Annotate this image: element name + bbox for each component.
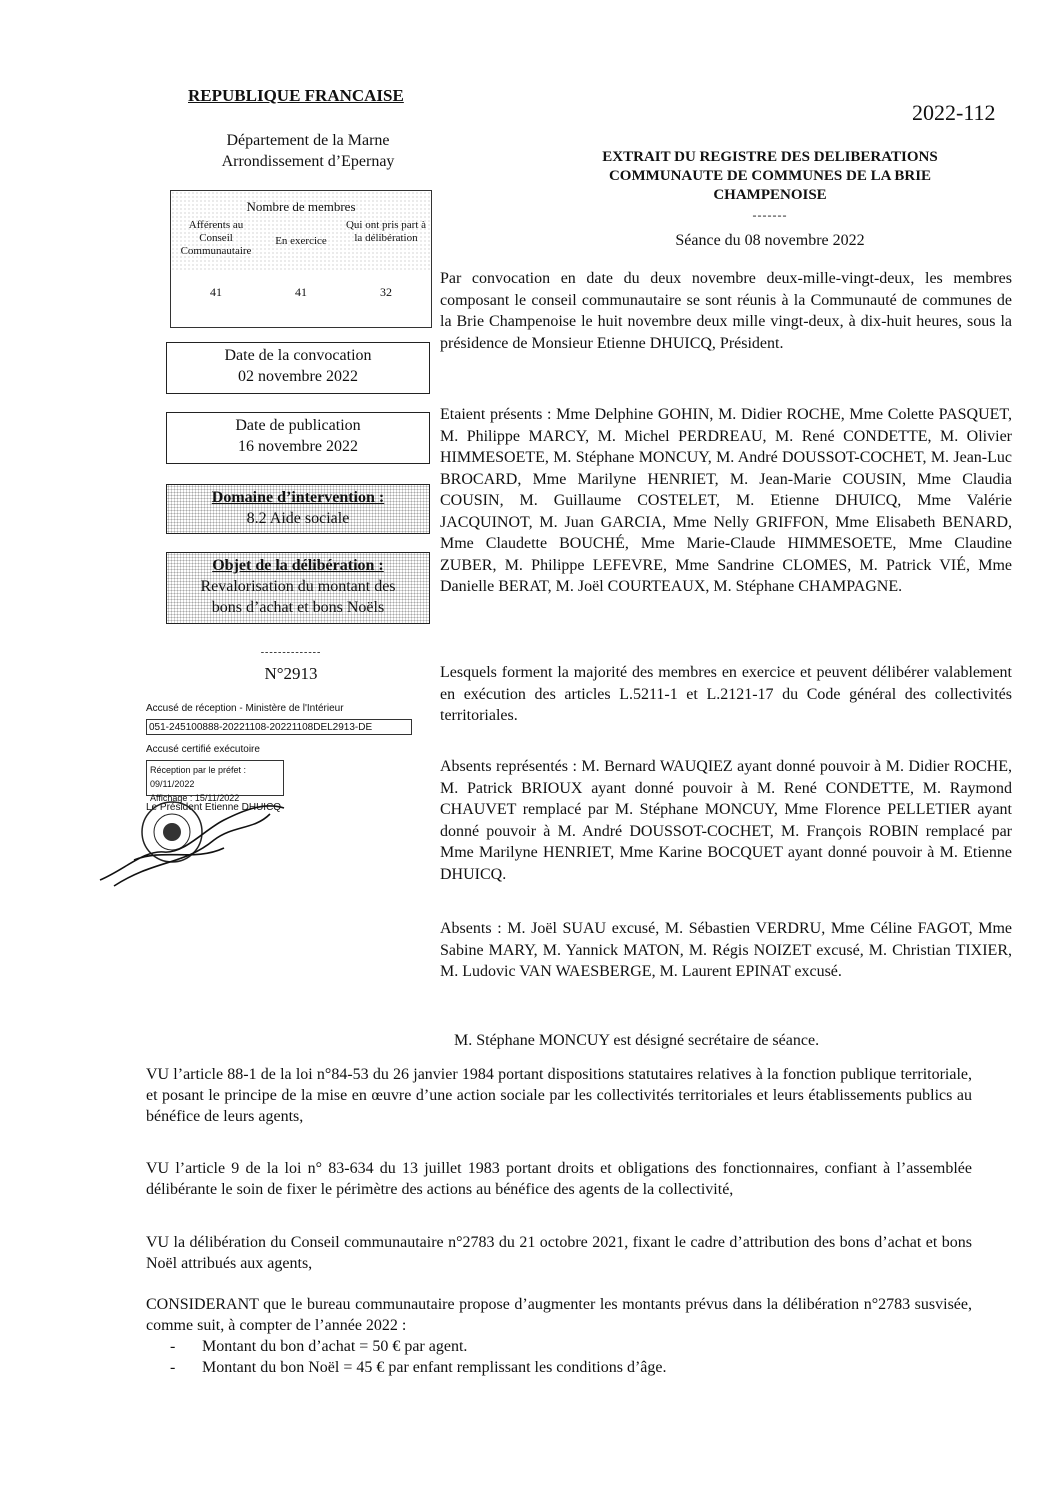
- publication-box: [166, 412, 430, 464]
- stamp-identifier: 051-245100888-20221108-20221108DEL2913-DE: [146, 719, 412, 735]
- seance-date: Séance du 08 novembre 2022: [675, 232, 865, 249]
- objet-line1: Revalorisation du montant des: [200, 578, 396, 595]
- deliberation-reference: 2022-112: [912, 100, 996, 125]
- publication-label: Date de publication: [235, 417, 361, 434]
- republique-title: REPUBLIQUE FRANCAISE: [188, 86, 404, 105]
- list-item-text: Montant du bon d’achat = 50 € par agent.: [202, 1338, 468, 1355]
- members-count-box: [170, 190, 432, 328]
- list-item: [170, 1336, 467, 1357]
- publication-date: 16 novembre 2022: [238, 438, 358, 455]
- stamp-president: Le Président Etienne DHUICQ: [146, 802, 282, 813]
- representes-paragraph: Absents représentés : M. Bernard WAUQIEZ ayant donné pouvoir à M. Didier ROCHE, M. Patrick BRIOUX ayant donné pouvoir à M. René CONDETTE, M. Raymond CHAUVET remplacé par M. Stéphane MONCUY, Mme Florence PELLETIER ayant donné pouvoir à M. André DOUSSOT-COCHET, M. François ROBIN remplacé par Mme Marilyne HENRIET, Mme Karine BOCQUET ayant donné pouvoir à M. Etienne DHUICQ.: [440, 758, 1012, 883]
- stamp-reception: Réception par le préfet : 09/11/2022: [150, 765, 247, 789]
- considerant-paragraph: CONSIDERANT que le bureau communautaire propose d’augmenter les montants prévus dans la délibération n°2783 susvisée, comme suit, à compter de l’année 2022 :: [146, 1296, 972, 1334]
- objet-label: Objet de la délibération :: [212, 557, 384, 574]
- stamp-affichage: Affichage : 15/11/2022: [150, 793, 240, 803]
- seal-emblem: [163, 823, 181, 841]
- list-bullet: -: [170, 1359, 176, 1376]
- vu-paragraph-1: VU l’article 88-1 de la loi n°84-53 du 26 janvier 1984 portant dispositions statutaires relatives à la fonction publique territoriale, et posant le principe de la mise en œuvre d’une action sociale par les collectivités territoriales et leurs établissements publics au bénéfice de leurs agents,: [146, 1066, 972, 1125]
- register-title-line1: EXTRAIT DU REGISTRE DES DELIBERATIONS: [602, 149, 938, 165]
- domaine-label: Domaine d’intervention :: [211, 489, 385, 506]
- domaine-box: [166, 484, 430, 534]
- convocation-label: Date de la convocation: [224, 347, 372, 364]
- list-item-text: Montant du bon Noël = 45 € par enfant remplissant les conditions d’âge.: [202, 1359, 667, 1376]
- convocation-box: [166, 342, 430, 394]
- numero-dashes: --------------: [260, 647, 322, 658]
- register-title: [520, 148, 1020, 205]
- stamp-certifie: Accusé certifié exécutoire: [146, 744, 260, 755]
- president-signature-seal: [94, 790, 324, 900]
- department-block: [196, 130, 420, 172]
- signature-stroke: [100, 806, 284, 886]
- department-name: Département de la Marne: [226, 132, 390, 149]
- domaine-value: 8.2 Aide sociale: [246, 510, 350, 527]
- arrondissement-name: Arrondissement d’Epernay: [221, 153, 395, 170]
- title-separator: -------: [752, 208, 788, 222]
- members-heading: Nombre de membres: [246, 199, 356, 214]
- register-title-line3: CHAMPENOISE: [713, 187, 827, 203]
- presents-paragraph: Etaient présents : Mme Delphine GOHIN, M. Didier ROCHE, Mme Colette PASQUET, M. Philippe MARCY, M. Michel PERDREAU, M. René CONDETTE, M. Olivier HIMMESOETE, M. Stéphane MONCUY, M. André DOUSSOT-COCHET, M. Jean-Luc BROCARD, Mme Marilyne HENRIET, M. Jean-Marie COUSIN, Mme Claudia COUSIN, M. Guillaume COSTELET, M. Etienne DHUICQ, Mme Valérie JACQUINOT, M. Juan GARCIA, Mme Nelly GRIFFON, Mme Elisabeth BENARD, Mme Claudette BOUCHÉ, Mme Marie-Claude HIMMESOETE, Mme Claudine ZUBER, M. Philippe LEFEVRE, Mme Sandrine CLOMES, M. Patrick VIÉ, Mme Danielle BERAT, M. Joël COURTEAUX, M. Stéphane CHAMPAGNE.: [440, 406, 1012, 595]
- objet-box: [166, 552, 430, 624]
- vu-paragraph-3: VU la délibération du Conseil communautaire n°2783 du 21 octobre 2021, fixant le cadre d’attribution des bons d’achat et bons Noël attribués aux agents,: [146, 1234, 972, 1272]
- exercice-value: 41: [258, 285, 344, 300]
- list-bullet: -: [170, 1338, 176, 1355]
- votants-label: Qui ont pris part à la délibération: [345, 219, 427, 244]
- afferents-label: Afférents au Conseil Communautaire: [180, 219, 252, 257]
- vu-paragraph-2: VU l’article 9 de la loi n° 83-634 du 13 juillet 1983 portant droits et obligations des fonctionnaires, confiant à l’assemblée délibérante le soin de fixer le périmètre des actions au bénéfice des agents de la collectivité,: [146, 1160, 972, 1198]
- afferents-value: 41: [173, 285, 259, 300]
- exercice-label: En exercice: [275, 235, 327, 247]
- votants-value: 32: [343, 285, 429, 300]
- deliberation-number: N°2913: [264, 664, 318, 683]
- objet-line2: bons d’achat et bons Noëls: [211, 599, 385, 616]
- stamp-accuse: Accusé de réception - Ministère de l'Intérieur: [146, 703, 344, 714]
- list-item: [170, 1357, 666, 1378]
- secretaire-line: M. Stéphane MONCUY est désigné secrétaire de séance.: [454, 1032, 820, 1049]
- absents-paragraph: Absents : M. Joël SUAU excusé, M. Sébastien VERDRU, Mme Céline FAGOT, Mme Sabine MARY, M. Yannick MATON, M. Régis NOIZET excusé, M. Christian TIXIER, M. Ludovic VAN WAESBERGE, M. Laurent EPINAT excusé.: [440, 920, 1012, 980]
- convocation-date: 02 novembre 2022: [238, 368, 358, 385]
- register-title-line2: COMMUNAUTE DE COMMUNES DE LA BRIE: [608, 168, 932, 184]
- convocation-paragraph: Par convocation en date du deux novembre deux-mille-vingt-deux, les membres composant le conseil communautaire se sont réunis à la Communauté de communes de la Brie Champenoise le huit novembre deux mille vingt-deux, à dix-huit heures, sous la présidence de Monsieur Etienne DHUICQ, Président.: [440, 270, 1012, 352]
- majorite-paragraph: Lesquels forment la majorité des membres en exercice et peuvent délibérer valablement en exécution des articles L.5211-1 et L.2121-17 du Code général des collectivités territoriales.: [440, 664, 1012, 724]
